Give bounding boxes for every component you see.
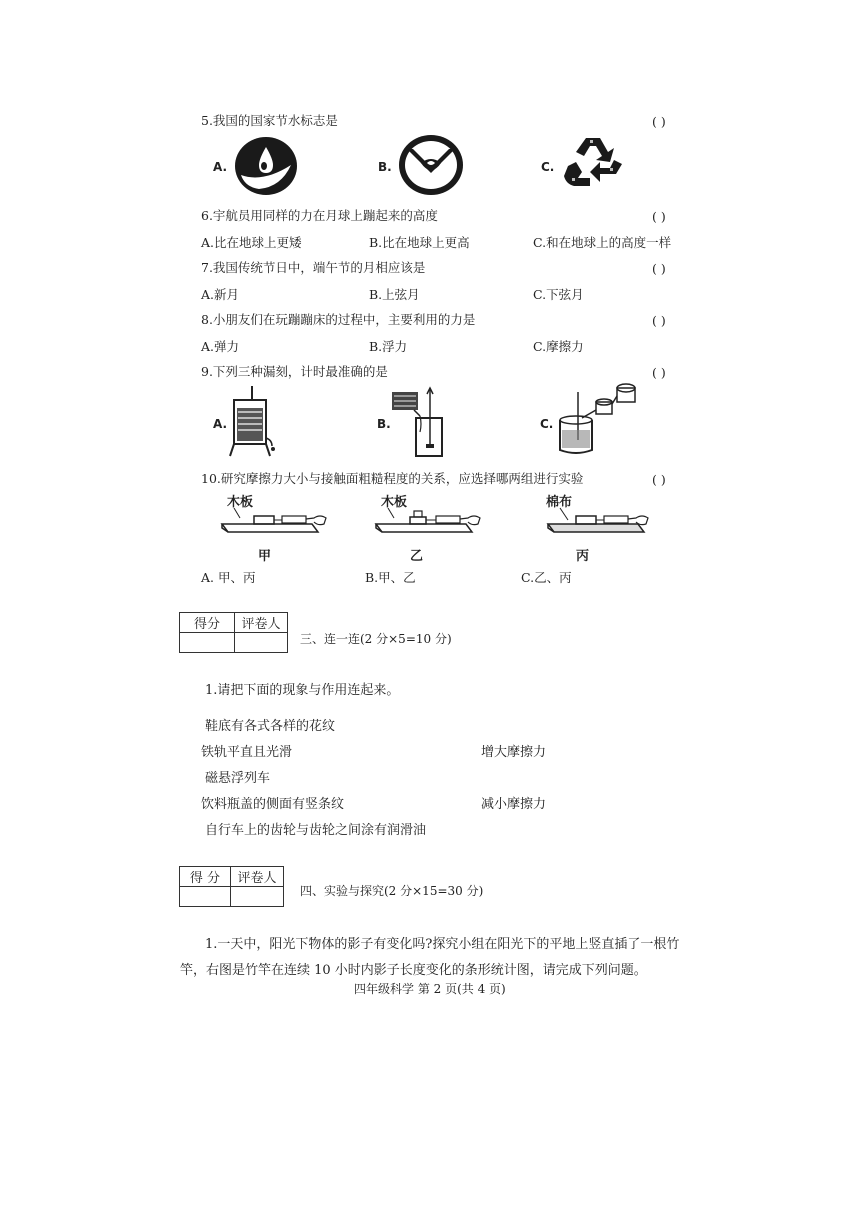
q6-option-c[interactable]: C.和在地球上的高度一样: [533, 235, 672, 250]
friction-setup-yi-icon: [374, 506, 484, 536]
q6-option-b[interactable]: B.比在地球上更高: [369, 235, 470, 250]
q8-option-a[interactable]: A.弹力: [201, 339, 240, 354]
q7-option-b[interactable]: B.上弦月: [369, 287, 420, 302]
q6-stem: 6.宇航员用同样的力在月球上蹦起来的高度: [201, 208, 438, 223]
section4-q1-line1: 1.一天中，阳光下物体的影子有变化吗?探究小组在阳光下的平地上竖直插了一根竹: [205, 937, 680, 952]
connect-left-item-4[interactable]: 饮料瓶盖的侧面有竖条纹: [201, 797, 345, 812]
connect-left-item-5[interactable]: 自行车上的齿轮与齿轮之间涂有润滑油: [205, 823, 427, 838]
q7-answer-paren[interactable]: ( ): [652, 261, 666, 276]
q7-option-a[interactable]: A.新月: [201, 287, 240, 302]
section3-title: 三、连一连(2 分×5=10 分): [300, 632, 452, 646]
score-header: 得分: [180, 613, 235, 633]
connect-right-item-2[interactable]: 减小摩擦力: [481, 797, 547, 812]
q10-stem: 10.研究摩擦力大小与接触面粗糙程度的关系，应选择哪两组进行实验: [201, 471, 584, 486]
water-saving-logo-icon: [397, 133, 465, 197]
connect-left-item-1[interactable]: 鞋底有各式各样的花纹: [205, 719, 336, 734]
q7-stem: 7.我国传统节日中，端午节的月相应该是: [201, 260, 426, 275]
section3-score-box: [179, 612, 288, 653]
q9-stem: 9.下列三种漏刻，计时最准确的是: [201, 364, 388, 379]
q6-option-a[interactable]: A.比在地球上更矮: [201, 235, 302, 250]
q5-stem: 5.我国的国家节水标志是: [201, 113, 338, 128]
q5-option-c-label: C.: [541, 160, 555, 174]
q10-surface-label-jia: 木板: [227, 495, 254, 510]
q9-option-a-label: A.: [213, 417, 228, 431]
q7-option-c[interactable]: C.下弦月: [533, 287, 584, 302]
score-cell[interactable]: [180, 633, 235, 653]
grader-header: 评卷人: [231, 867, 284, 887]
q10-answer-paren[interactable]: ( ): [652, 472, 666, 487]
friction-setup-bing-icon: [546, 506, 656, 536]
q8-option-c[interactable]: C.摩擦力: [533, 339, 584, 354]
grader-header: 评卷人: [235, 613, 288, 633]
q6-answer-paren[interactable]: ( ): [652, 209, 666, 224]
q5-answer-paren[interactable]: ( ): [652, 114, 666, 129]
score-cell[interactable]: [180, 887, 231, 907]
q10-group-bing: 丙: [576, 549, 590, 564]
q9-answer-paren[interactable]: ( ): [652, 365, 666, 380]
grader-cell[interactable]: [231, 887, 284, 907]
section3-q1: 1.请把下面的现象与作用连起来。: [205, 683, 400, 698]
section4-title: 四、实验与探究(2 分×15=30 分): [300, 884, 484, 898]
q5-option-a-label: A.: [213, 160, 228, 174]
section4-score-box: [179, 866, 284, 907]
connect-right-item-1[interactable]: 增大摩擦力: [481, 745, 547, 760]
q8-stem: 8.小朋友们在玩蹦蹦床的过程中，主要利用的力是: [201, 312, 476, 327]
water-clock-a-icon: [228, 386, 276, 458]
section4-q1-line2: 竿，右图是竹竿在连续 10 小时内影子长度变化的条形统计图，请完成下列问题。: [180, 963, 647, 978]
grader-cell[interactable]: [235, 633, 288, 653]
q10-option-b[interactable]: B.甲、乙: [365, 570, 416, 585]
recycle-icon: [560, 134, 626, 196]
q10-group-yi: 乙: [410, 549, 424, 564]
q10-group-jia: 甲: [258, 549, 272, 564]
q10-surface-label-yi: 木板: [381, 495, 408, 510]
q10-option-c[interactable]: C.乙、丙: [521, 570, 572, 585]
q10-option-a[interactable]: A. 甲、丙: [201, 570, 256, 585]
water-clock-b-icon: [390, 386, 446, 458]
q9-option-c-label: C.: [540, 417, 554, 431]
water-drop-logo-icon: [233, 135, 299, 197]
connect-left-item-2[interactable]: 铁轨平直且光滑: [201, 745, 293, 760]
q8-answer-paren[interactable]: ( ): [652, 313, 666, 328]
q5-option-b-label: B.: [378, 160, 392, 174]
q9-option-b-label: B.: [377, 417, 391, 431]
friction-setup-jia-icon: [220, 506, 330, 536]
score-header: 得 分: [180, 867, 231, 887]
connect-left-item-3[interactable]: 磁悬浮列车: [205, 771, 271, 786]
page-footer: 四年级科学 第 2 页(共 4 页): [354, 982, 506, 996]
q10-surface-label-bing: 棉布: [546, 495, 573, 510]
water-clock-c-icon: [556, 382, 638, 456]
q8-option-b[interactable]: B.浮力: [369, 339, 408, 354]
